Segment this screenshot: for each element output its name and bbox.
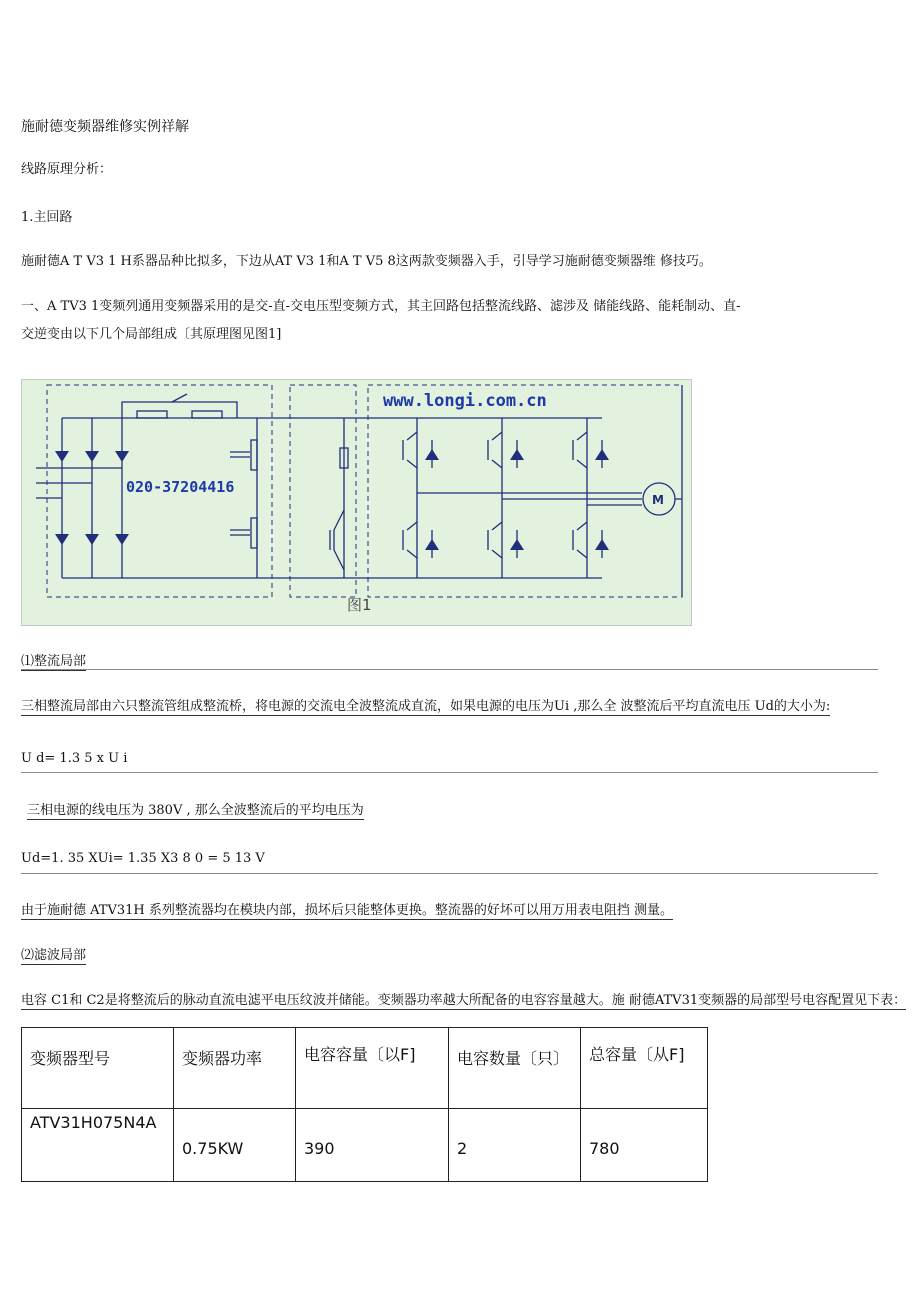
motor-label: M	[652, 493, 664, 507]
filter-heading: ⑵滤波局部	[21, 948, 87, 963]
divider	[21, 772, 878, 773]
module-note: 由于施耐德 ATV31H 系列整流器均在模块内部，损坏后只能整体更换。整流器的好坏可以用万用表电阻挡 测量。	[21, 903, 674, 918]
page-title: 施耐德变频器维修实例祥解	[21, 119, 189, 135]
table-cell: 2	[449, 1109, 581, 1182]
table-header-cell: 总容量〔从F]	[581, 1028, 708, 1109]
table-row	[22, 1109, 708, 1182]
table-header-row	[22, 1028, 708, 1109]
line-voltage-note: 三相电源的线电压为 380V , 那么全波整流后的平均电压为	[27, 803, 364, 818]
table-cell: 390	[296, 1109, 449, 1182]
filter-description: 电容 C1和 C2是将整流后的脉动直流电滤平电压纹波并储能。变频器功率越大所配备的电容容量越大。施 耐德ATV31变频器的局部型号电容配置见下表：	[21, 993, 907, 1008]
paragraph-line-1: 一、A TV3 1变频列通用变频器采用的是交-直-交电压型变频方式，其主回路包括整流线路、滤涉及 储能线路、能耗制动、直-	[21, 299, 741, 314]
capacitor-table	[21, 1027, 708, 1182]
principle-heading: 线路原理分析：	[21, 162, 113, 177]
section-main-circuit: 1.主回路	[21, 210, 73, 225]
rectifier-description: 三相整流局部由六只整流管组成整流桥，将电源的交流电全波整流成直流，如果电源的电压为Ui ,那么全 波整流后平均直流电压 Ud的大小为:	[21, 699, 831, 714]
table-header-cell: 电容数量〔只〕	[449, 1028, 581, 1109]
table-cell: 0.75KW	[174, 1109, 296, 1182]
figure-caption: 图1	[347, 596, 372, 614]
table-cell: 780	[581, 1109, 708, 1182]
table-header-cell: 变频器型号	[22, 1028, 174, 1109]
intro-paragraph: 施耐德A T V3 1 H系器品种比拟多，下边从AT V3 1和A T V5 8这两款变频器入手，引导学习施耐德变频器维 修技巧。	[21, 254, 712, 269]
paragraph-line-2: 交逆变由以下几个局部组成〔其原理图见图1]	[21, 327, 282, 342]
table-header-cell: 电容容量〔以F]	[296, 1028, 449, 1109]
figure-url: www.longi.com.cn	[383, 391, 547, 411]
figure-phone: 020-37204416	[126, 478, 235, 496]
divider	[21, 873, 878, 874]
table-cell: ATV31H075N4A	[22, 1109, 174, 1182]
formula-ud: U d= 1.3 5 x U i	[21, 751, 128, 766]
circuit-diagram	[22, 380, 691, 625]
circuit-figure	[21, 379, 692, 626]
table-header-cell: 变频器功率	[174, 1028, 296, 1109]
rectifier-heading: ⑴整流局部	[21, 654, 87, 669]
divider	[21, 669, 878, 670]
formula-513v: Ud=1. 35 XUi= 1.35 X3 8 0 = 5 13 V	[21, 851, 265, 866]
